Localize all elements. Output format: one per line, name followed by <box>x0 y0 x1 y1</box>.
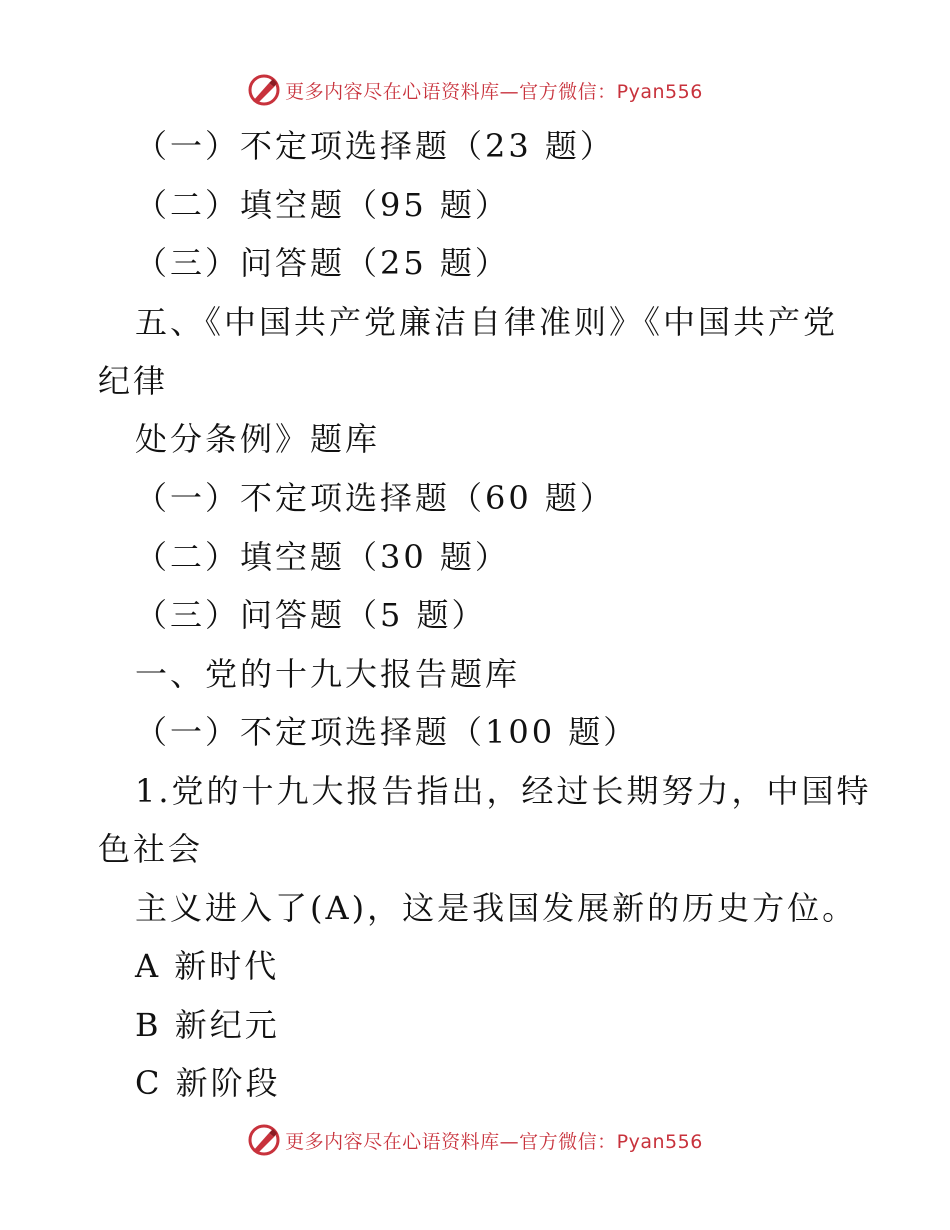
header-watermark <box>0 70 950 110</box>
pen-logo-icon <box>247 73 281 107</box>
doc-line-section-choice-23: （一）不定项选择题（23 题） <box>135 127 615 165</box>
doc-line-heading-one: 一、党的十九大报告题库 <box>135 655 521 693</box>
doc-line-heading-five-cont: 处分条例》题库 <box>135 420 381 458</box>
doc-line-section-fill-30: （二）填空题（30 题） <box>135 538 510 576</box>
doc-line-heading-five: 五、《中国共产党廉洁自律准则》《中国共产党 <box>135 303 839 341</box>
doc-line-question-1-cont: 主义进入了(A)，这是我国发展新的历史方位。 <box>135 889 858 927</box>
doc-line-question-1-wrap: 色社会 <box>98 830 204 868</box>
doc-line-option-c: C 新阶段 <box>135 1064 281 1102</box>
watermark-text: 更多内容尽在心语资料库—官方微信：Pyan556 <box>285 1130 703 1153</box>
doc-line-section-choice-60: （一）不定项选择题（60 题） <box>135 479 615 517</box>
doc-line-question-1: 1.党的十九大报告指出，经过长期努力，中国特 <box>135 772 872 810</box>
watermark-text: 更多内容尽在心语资料库—官方微信：Pyan556 <box>285 80 703 103</box>
doc-line-section-qa-5: （三）问答题（5 题） <box>135 596 487 634</box>
doc-line-section-qa-25: （三）问答题（25 题） <box>135 244 510 282</box>
doc-line-option-a: A 新时代 <box>135 947 280 985</box>
doc-line-heading-five-wrap: 纪律 <box>98 362 169 400</box>
doc-line-section-choice-100: （一）不定项选择题（100 题） <box>135 713 639 751</box>
doc-line-section-fill-95: （二）填空题（95 题） <box>135 186 510 224</box>
doc-line-option-b: B 新纪元 <box>135 1006 280 1044</box>
footer-watermark <box>0 1120 950 1160</box>
pen-logo-icon <box>247 1123 281 1157</box>
